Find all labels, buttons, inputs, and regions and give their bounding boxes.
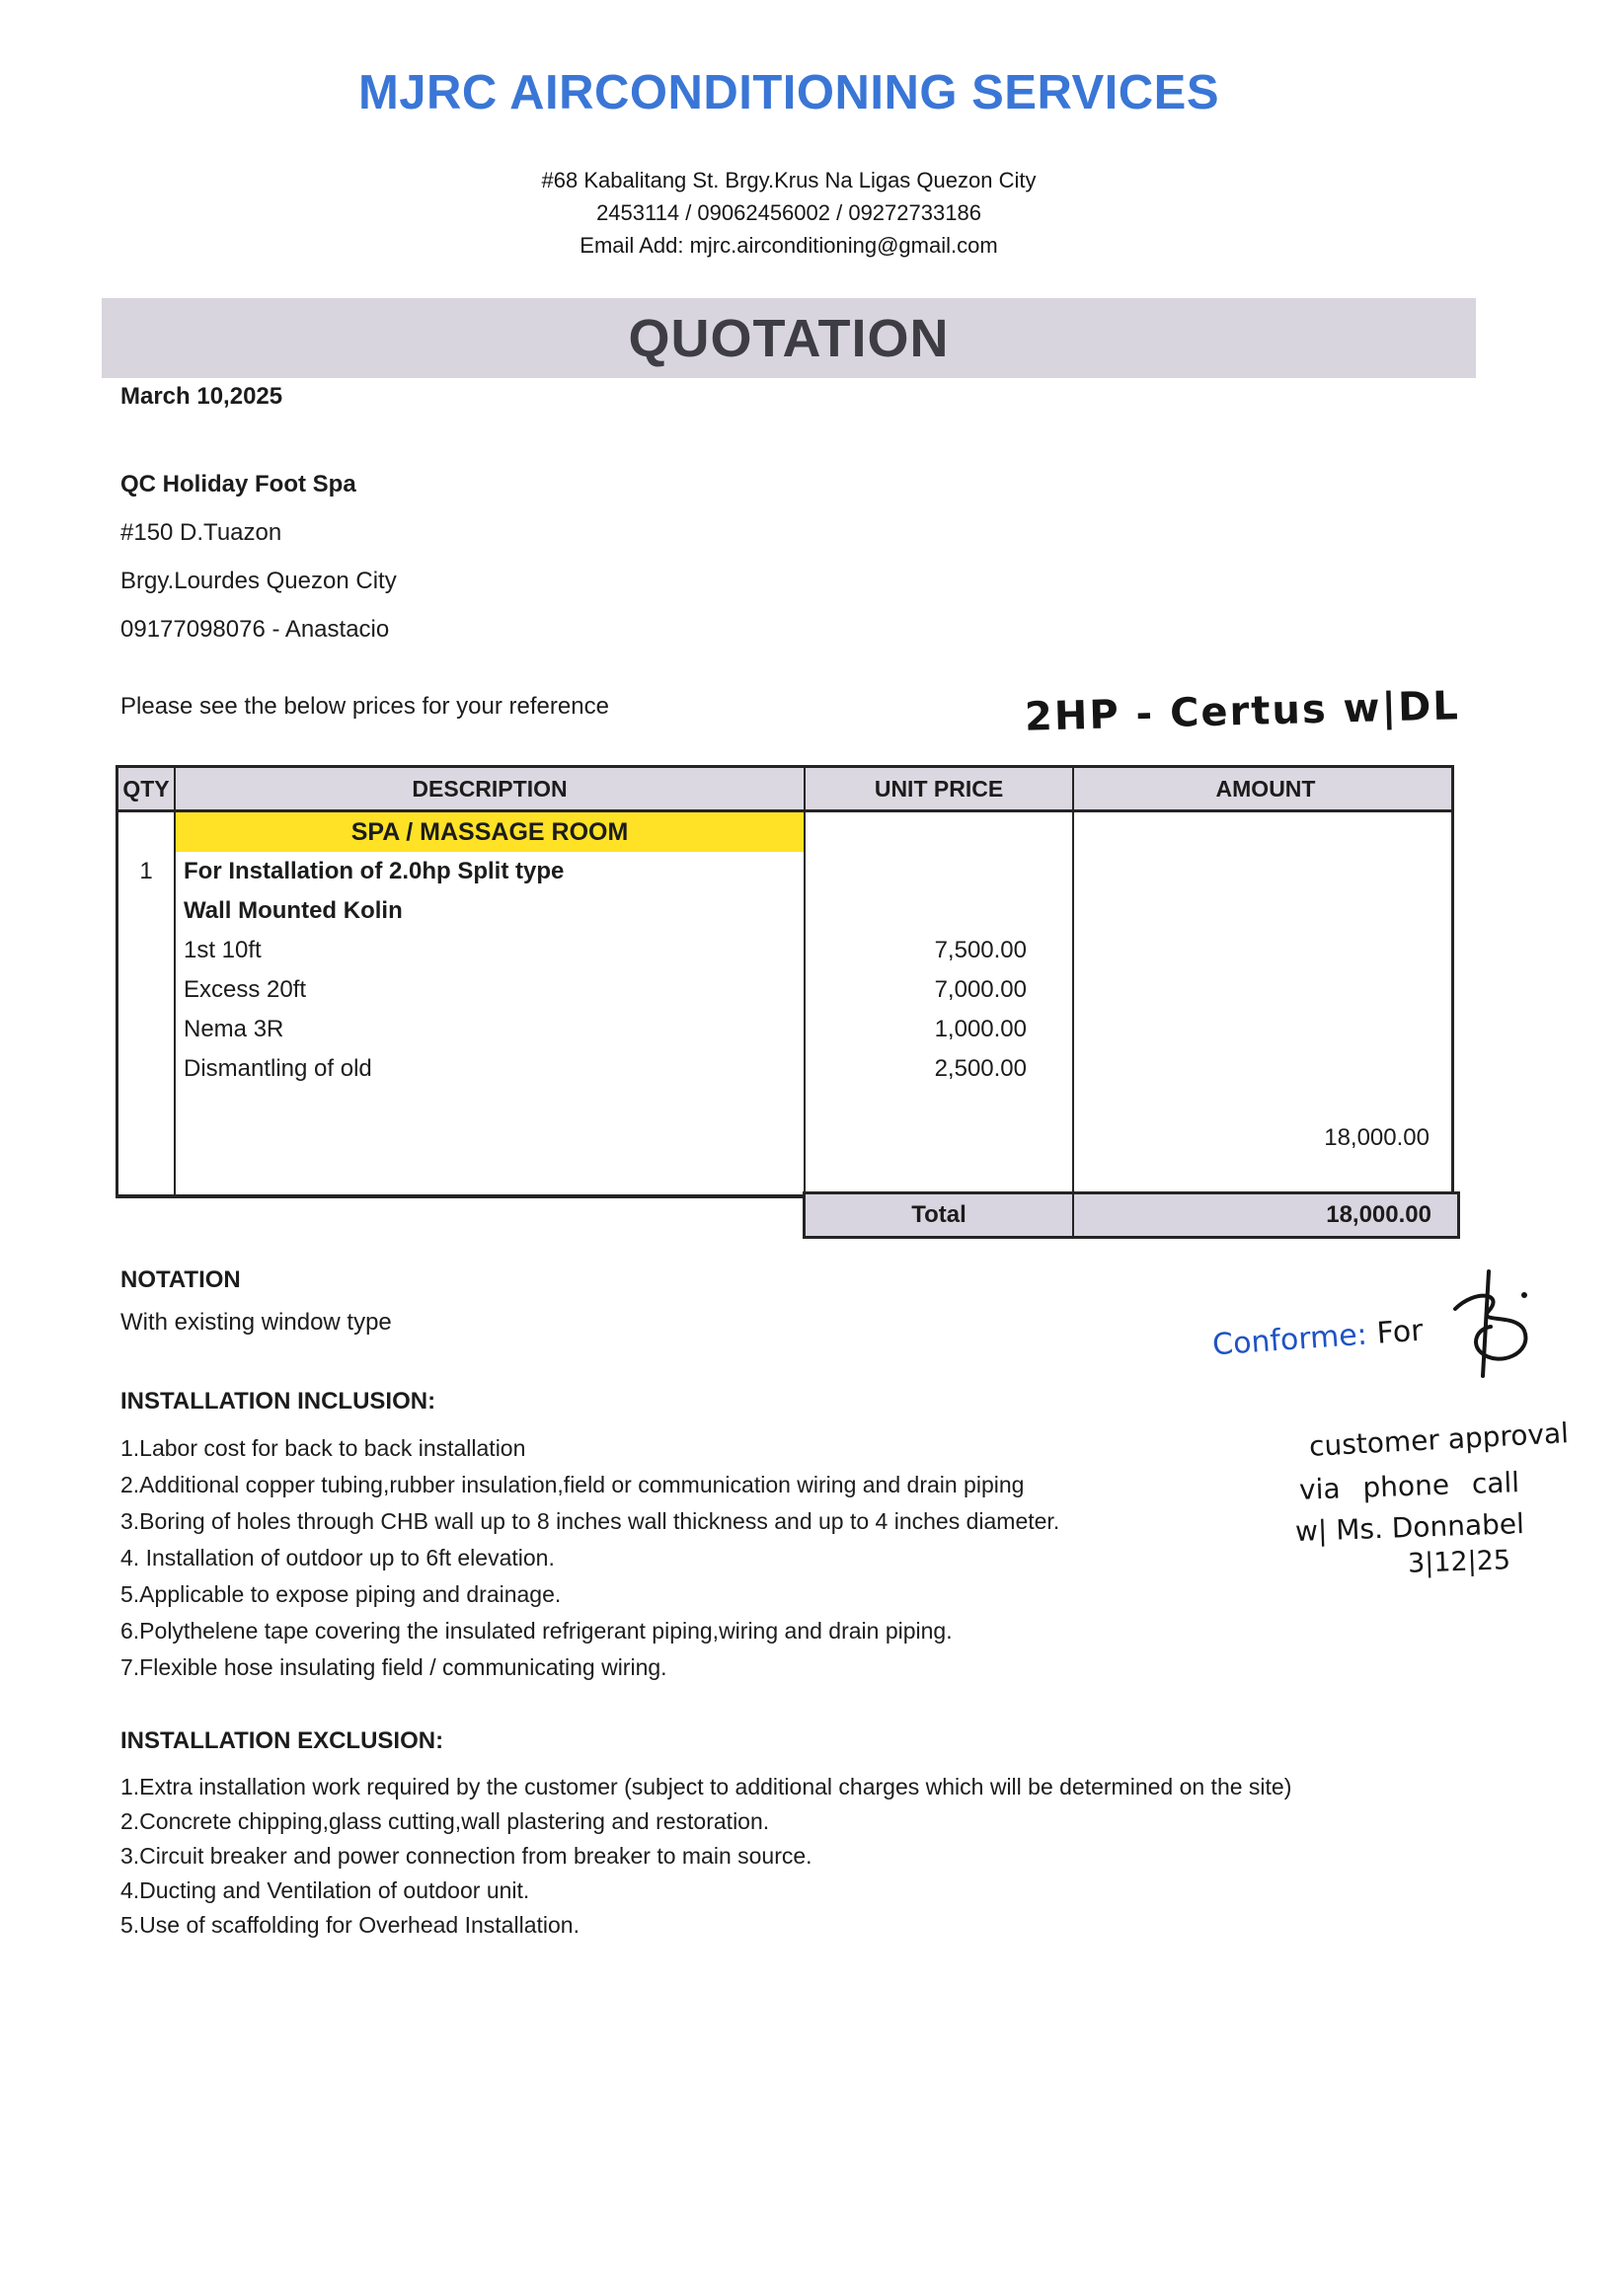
company-phones: 2453114 / 09062456002 / 09272733186 (596, 200, 981, 225)
handwritten-approval-date: 3|12|25 (1407, 1545, 1511, 1579)
company-contact-block (102, 164, 1476, 262)
document-title-band: QUOTATION (102, 298, 1476, 378)
amount-value: 18,000.00 (1324, 1124, 1430, 1151)
description-line: Dismantling of old (184, 1055, 372, 1082)
header-qty: QTY (118, 768, 176, 809)
total-row (803, 1191, 1460, 1239)
notation-text: With existing window type (120, 1309, 392, 1336)
qty-value: 1 (139, 858, 153, 884)
inclusion-item: 3.Boring of holes through CHB wall up to 8 inches wall thickness and up to 4 inches diameter. (120, 1508, 1060, 1534)
inclusion-section (120, 1388, 1059, 1686)
handwritten-conforme (1211, 1314, 1425, 1363)
header-description: DESCRIPTION (176, 768, 806, 809)
notation-heading: NOTATION (120, 1266, 241, 1293)
exclusion-item: 1.Extra installation work required by the customer (subject to additional charges which will be determined on the site) (120, 1774, 1292, 1799)
description-column (176, 812, 806, 1194)
total-label: Total (806, 1194, 1074, 1236)
document-date: March 10,2025 (120, 383, 283, 410)
inclusion-item: 1.Labor cost for back to back installation (120, 1435, 526, 1461)
header-unit-price: UNIT PRICE (806, 768, 1074, 809)
exclusion-section (120, 1727, 1345, 1943)
pricing-table (116, 765, 1454, 1198)
exclusion-item: 3.Circuit breaker and power connection from breaker to main source. (120, 1843, 812, 1869)
conforme-for: For (1375, 1313, 1425, 1351)
qty-column (118, 812, 176, 1194)
conforme-label: Conforme: (1211, 1317, 1368, 1363)
total-value: 18,000.00 (1326, 1201, 1431, 1228)
description-line: 1st 10ft (184, 937, 262, 963)
description-line: Nema 3R (184, 1016, 284, 1042)
pricing-table-body (116, 812, 1454, 1198)
pricing-table-header (116, 765, 1454, 812)
company-email: Email Add: mjrc.airconditioning@gmail.com (580, 233, 998, 258)
client-block (120, 460, 397, 653)
inclusion-item: 5.Applicable to expose piping and drainage. (120, 1581, 562, 1607)
client-address-line1: #150 D.Tuazon (120, 519, 282, 546)
inclusion-item: 6.Polythelene tape covering the insulated refrigerant piping,wiring and drain piping. (120, 1618, 953, 1644)
amount-column (1074, 812, 1457, 1194)
signature-icon (1433, 1265, 1542, 1384)
unit-price-value: 1,000.00 (934, 1016, 1027, 1042)
inclusion-item: 2.Additional copper tubing,rubber insulation,field or communication wiring and drain piping (120, 1472, 1025, 1497)
description-line: For Installation of 2.0hp Split type (184, 858, 565, 884)
client-address-line2: Brgy.Lourdes Quezon City (120, 568, 397, 594)
description-line: Excess 20ft (184, 976, 307, 1003)
exclusion-item: 4.Ducting and Ventilation of outdoor unit. (120, 1877, 530, 1903)
unit-price-value: 7,500.00 (934, 937, 1027, 963)
handwritten-unit-note: 2HP - Certus w|DL (1024, 683, 1461, 740)
unit-price-value: 2,500.00 (934, 1055, 1027, 1082)
signature-scribble (1433, 1265, 1542, 1389)
exclusion-heading: INSTALLATION EXCLUSION: (120, 1727, 444, 1754)
intro-line: Please see the below prices for your reference (120, 693, 609, 720)
exclusion-item: 5.Use of scaffolding for Overhead Installation. (120, 1912, 580, 1938)
inclusion-item: 7.Flexible hose insulating field / communicating wiring. (120, 1654, 667, 1680)
section-label: SPA / MASSAGE ROOM (176, 812, 804, 852)
handwritten-approval-line3: w| Ms. Donnabel (1294, 1506, 1525, 1549)
handwritten-approval-line2: via phone call (1298, 1466, 1520, 1506)
unit-price-value: 7,000.00 (934, 976, 1027, 1003)
client-contact: 09177098076 - Anastacio (120, 616, 390, 643)
inclusion-heading: INSTALLATION INCLUSION: (120, 1388, 436, 1415)
inclusion-item: 4. Installation of outdoor up to 6ft elevation. (120, 1545, 555, 1570)
unit-price-column (806, 812, 1074, 1194)
exclusion-item: 2.Concrete chipping,glass cutting,wall plastering and restoration. (120, 1808, 770, 1834)
description-line: Wall Mounted Kolin (184, 897, 403, 924)
handwritten-approval-line1: customer approval (1308, 1416, 1570, 1463)
company-address: #68 Kabalitang St. Brgy.Krus Na Ligas Quezon City (541, 168, 1037, 192)
client-name: QC Holiday Foot Spa (120, 471, 356, 497)
company-name: MJRC AIRCONDITIONING SERVICES (357, 66, 1220, 119)
header-amount: AMOUNT (1215, 776, 1316, 802)
